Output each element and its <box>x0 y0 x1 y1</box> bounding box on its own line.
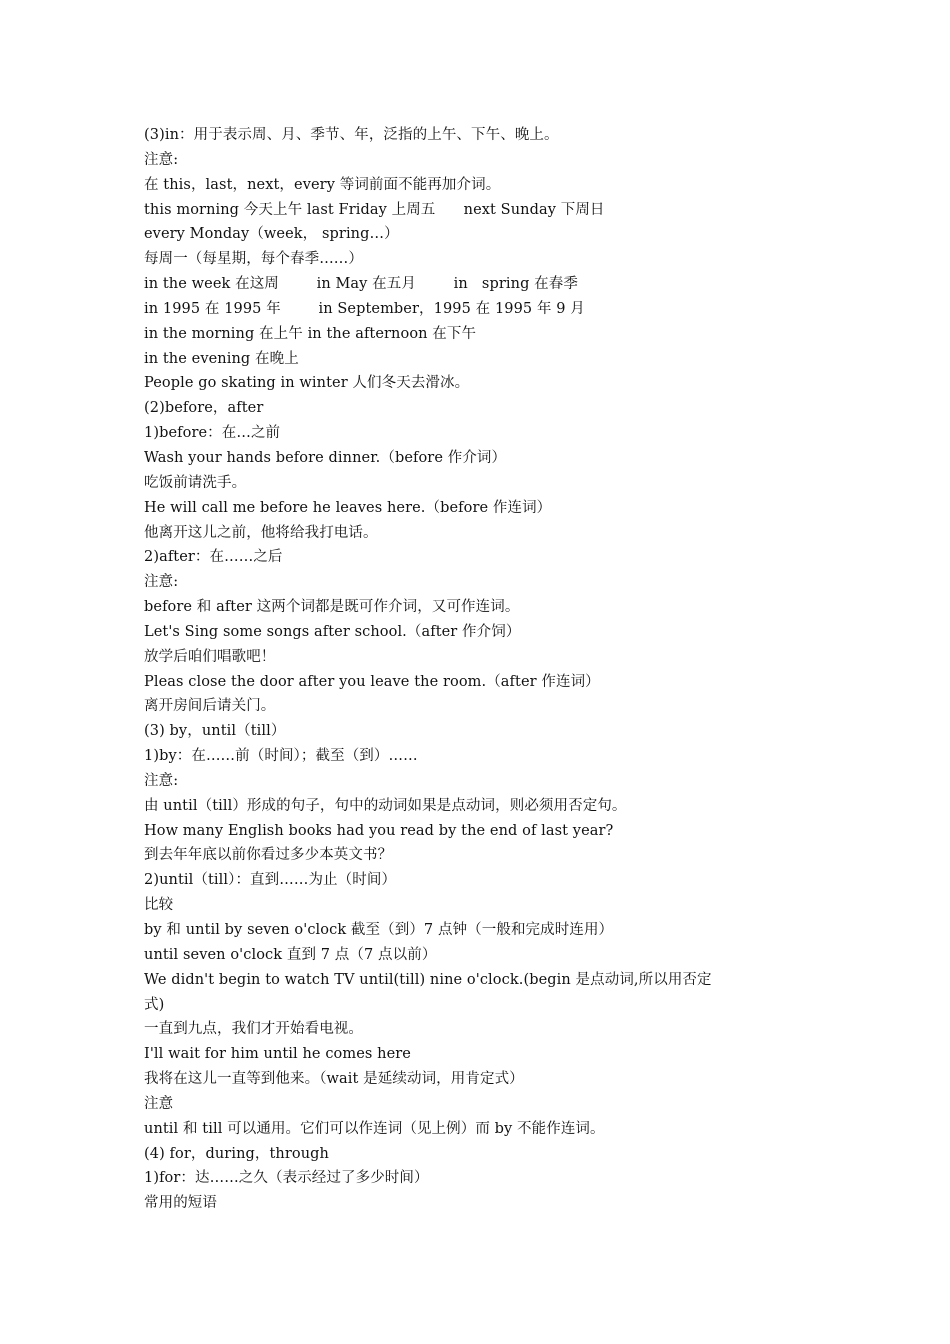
text-line: Pleas close the door after you leave the room.（after 作连词） <box>144 673 600 690</box>
text-line: 注意 <box>144 1095 174 1112</box>
text-line: 到去年年底以前你看过多少本英文书？ <box>144 847 393 864</box>
text-line: 式) <box>144 996 165 1013</box>
text-line: 注意: <box>144 151 179 168</box>
text-line: How many English books had you read by the end of last year? <box>144 822 614 839</box>
text-line: 1)before：在…之前 <box>144 425 281 442</box>
text-line: 2)after：在……之后 <box>144 549 283 566</box>
text-line: 离开房间后请关门。 <box>144 698 276 715</box>
text-line: (4) for，during，through <box>144 1145 329 1162</box>
text-line: this morning 今天上午 last Friday 上周五 next Sunday 下周日 <box>144 201 605 218</box>
text-line: We didn't begin to watch TV until(till) nine o'clock.(begin 是点动词,所以用否定 <box>144 971 712 988</box>
text-line: People go skating in winter 人们冬天去滑冰。 <box>144 375 470 392</box>
text-line: in the morning 在上午 in the afternoon 在下午 <box>144 325 477 342</box>
text-line: 在 this，last，next，every 等词前面不能再加介词。 <box>144 176 501 193</box>
text-line: I'll wait for him until he comes here <box>144 1046 411 1063</box>
text-line: 一直到九点，我们才开始看电视。 <box>144 1021 363 1038</box>
text-line: 由 until（till）形成的句子，句中的动词如果是点动词，则必须用否定句。 <box>144 797 627 814</box>
text-line: (3) by，until（till） <box>144 723 286 740</box>
text-line: He will call me before he leaves here.（before 作连词） <box>144 499 552 516</box>
text-line: Wash your hands before dinner.（before 作介词） <box>144 449 507 466</box>
text-line: by 和 until by seven o'clock 截至（到）7 点钟（一般和完成时连用） <box>144 922 614 938</box>
text-line: 每周一（每星期，每个春季……） <box>144 251 363 268</box>
text-line: 常用的短语 <box>144 1195 217 1212</box>
text-line: (2)before，after <box>144 400 264 417</box>
text-line: 1)by：在……前（时间）；截至（到）…… <box>144 748 418 765</box>
text-line: 吃饭前请洗手。 <box>144 474 247 491</box>
text-line: in the week 在这周 in May 在五月 in spring 在春季 <box>144 276 578 293</box>
text-line: 我将在这儿一直等到他来。（wait 是延续动词，用肯定式） <box>144 1071 524 1088</box>
text-line: 注意: <box>144 772 179 789</box>
text-line: in the evening 在晚上 <box>144 350 299 367</box>
text-line: Let's Sing some songs after school.（after 作介饲） <box>144 623 521 640</box>
text-line: 1)for：达……之久（表示经过了多少时间） <box>144 1170 429 1187</box>
document-body <box>144 123 814 1216</box>
text-line: 注意: <box>144 574 179 591</box>
text-line: (3)in：用于表示周、月、季节、年，泛指的上午、下午、晚上。 <box>144 127 559 143</box>
text-line: before 和 after 这两个词都是既可作介词，又可作连词。 <box>144 599 520 616</box>
text-line: every Monday（week， spring…） <box>144 226 399 243</box>
text-line: in 1995 在 1995 年 in September，1995 在 1995 年 9 月 <box>144 300 585 317</box>
text-line: 比较 <box>144 897 174 914</box>
text-line: until 和 till 可以通用。它们可以作连词（见上例）而 by 不能作连词。 <box>144 1120 605 1137</box>
text-line: 他离开这儿之前，他将给我打电话。 <box>144 524 378 541</box>
text-line: 2)until（till）：直到……为止（时间） <box>144 872 397 889</box>
text-line: 放学后咱们唱歌吧！ <box>144 648 276 665</box>
text-line: until seven o'clock 直到 7 点（7 点以前） <box>144 946 437 963</box>
